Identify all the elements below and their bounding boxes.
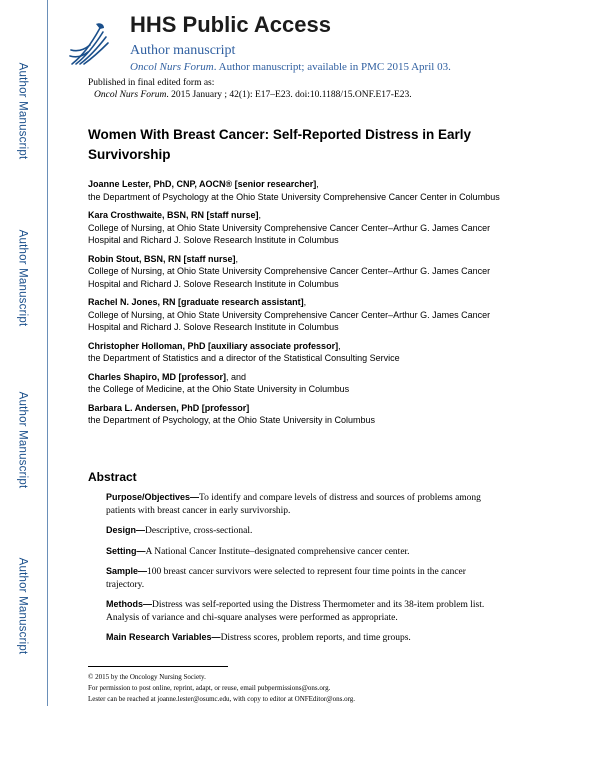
author-entry: Christopher Holloman, PhD [auxiliary associate professor], the Department of Statistics and a director of the Statistical Consulting Service [88, 340, 508, 365]
sidebar-label: Author Manuscript [16, 557, 29, 655]
author-entry: Kara Crosthwaite, BSN, RN [staff nurse], College of Nursing, at Ohio State University Comprehensive Cancer Center–Arthur G. James Cancer Hospital and Richard J. Solove Research Institute in Columbus [88, 209, 508, 247]
author-affiliation: College of Nursing, at Ohio State University Comprehensive Cancer Center–Arthur G. James Cancer Hospital and Richard J. Solove Research Institute in Columbus [88, 266, 491, 289]
header-subtitle: Author manuscript [130, 43, 236, 58]
author-affiliation: College of Nursing, at Ohio State University Comprehensive Cancer Center–Arthur G. James Cancer Hospital and Richard J. Solove Research Institute in Columbus [88, 309, 491, 332]
header-title: HHS Public Access [130, 12, 331, 37]
abstract-body [106, 491, 506, 652]
citation: Oncol Nurs Forum. 2015 January ; 42(1): E17–E23. doi:10.1188/15.ONF.E17-E23. [94, 89, 412, 100]
author-name: Barbara L. Andersen, PhD [professor] [88, 402, 250, 413]
article-title: Women With Breast Cancer: Self-Reported Distress in Early Survivorship [88, 127, 471, 162]
author-affiliation: the Department of Psychology, at the Ohio State University in Columbus [88, 415, 375, 425]
author-affiliation: the Department of Psychology at the Ohio State University Comprehensive Cancer Center in Columbus [88, 191, 500, 202]
abstract-section: Purpose/Objectives—To identify and compare levels of distress and sources of problems among patients with breast cancer in early survivorship. [106, 492, 481, 516]
footnotes [88, 672, 508, 705]
author-name: Charles Shapiro, MD [professor] [88, 371, 227, 382]
author-affiliation: College of Nursing, at Ohio State University Comprehensive Cancer Center–Arthur G. James Cancer Hospital and Richard J. Solove Research Institute in Columbus [88, 222, 491, 245]
abstract-section: Main Research Variables—Distress scores, problem reports, and time groups. [106, 632, 411, 643]
sidebar-divider [47, 0, 48, 706]
abstract-section: Sample—100 breast cancer survivors were selected to represent four time points in the cancer trajectory. [106, 566, 466, 590]
copyright-note: © 2015 by the Oncology Nursing Society. [88, 673, 206, 681]
abstract-section: Methods—Distress was self-reported using the Distress Thermometer and its 38-item problem list. Analysis of variance and chi-square analyses were performed as appropriate. [106, 599, 485, 623]
published-label: Published in final edited form as: [88, 78, 215, 88]
author-entry: Robin Stout, BSN, RN [staff nurse], College of Nursing, at Ohio State University Comprehensive Cancer Center–Arthur G. James Cancer Hospital and Richard J. Solove Research Institute in Columbus [88, 253, 508, 291]
sidebar-label: Author Manuscript [16, 62, 29, 160]
author-entry: Charles Shapiro, MD [professor], and the College of Medicine, at the Ohio State University in Columbus [88, 371, 508, 396]
author-entry: Joanne Lester, PhD, CNP, AOCN® [senior researcher], the Department of Psychology at the Ohio State University Comprehensive Cancer Center in Columbus [88, 178, 508, 203]
author-name: Joanne Lester, PhD, CNP, AOCN® [senior researcher] [88, 179, 317, 189]
hhs-header [55, 8, 535, 78]
hhs-eagle-logo-icon [66, 20, 114, 72]
author-name: Rachel N. Jones, RN [graduate research assistant] [88, 297, 304, 307]
author-entry: Rachel N. Jones, RN [graduate research assistant], College of Nursing, at Ohio State University Comprehensive Cancer Center–Arthur G. James Cancer Hospital and Richard J. Solove Research Institute in Columbus [88, 296, 508, 334]
sidebar-label: Author Manuscript [16, 229, 29, 327]
sidebar-label: Author Manuscript [16, 391, 29, 489]
permission-note: For permission to post online, reprint, adapt, or reuse, email pubpermissions@ons.org. [88, 684, 331, 692]
author-manuscript-sidebar [0, 0, 48, 776]
abstract-heading: Abstract [88, 470, 137, 484]
author-affiliation: the Department of Statistics and a director of the Statistical Consulting Service [88, 353, 400, 363]
author-name: Robin Stout, BSN, RN [staff nurse] [88, 253, 236, 264]
footnote-divider [88, 666, 228, 667]
header-availability: Oncol Nurs Forum. Author manuscript; available in PMC 2015 April 03. [130, 61, 451, 73]
author-name: Kara Crosthwaite, BSN, RN [staff nurse] [88, 210, 259, 220]
author-list [88, 178, 508, 433]
contact-note: Lester can be reached at joanne.lester@osumc.edu, with copy to editor at ONFEditor@ons.org. [88, 695, 356, 703]
author-entry [88, 402, 508, 427]
abstract-section: Setting—A National Cancer Institute–designated comprehensive cancer center. [106, 545, 410, 557]
abstract-section: Design—Descriptive, cross-sectional. [106, 525, 253, 536]
author-affiliation: the College of Medicine, at the Ohio State University in Columbus [88, 384, 350, 394]
publication-info [88, 78, 412, 101]
author-name: Christopher Holloman, PhD [auxiliary associate professor] [88, 340, 339, 351]
